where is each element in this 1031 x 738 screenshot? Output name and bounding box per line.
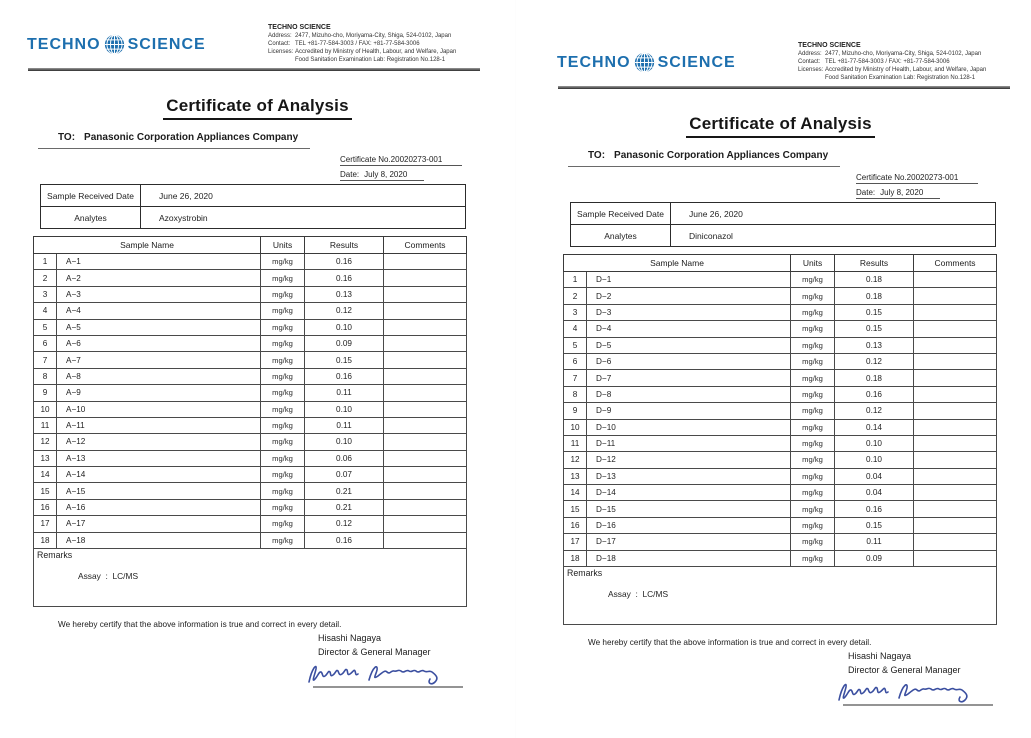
cell-units: mg/kg: [261, 385, 305, 401]
cell-no: 9: [34, 385, 57, 401]
cell-comment: [384, 286, 467, 302]
sample-row: [564, 353, 997, 369]
cell-no: 9: [564, 403, 587, 419]
cell-name: A−13: [57, 450, 261, 466]
cell-comment: [914, 304, 997, 320]
sample-row: [34, 270, 467, 286]
remarks-section: [564, 567, 997, 625]
certificate-number: Certificate No.20020273-001: [340, 155, 462, 166]
cell-name: D−15: [587, 501, 791, 517]
cell-name: D−14: [587, 485, 791, 501]
header-results: Results: [305, 237, 384, 254]
cell-comment: [384, 467, 467, 483]
sample-received-value: June 26, 2020: [671, 203, 996, 225]
signature-handwriting: [829, 674, 1001, 714]
cell-result: 0.18: [835, 370, 914, 386]
cell-result: 0.10: [305, 434, 384, 450]
sample-row: [34, 417, 467, 433]
cell-name: A−9: [57, 385, 261, 401]
cell-name: A−3: [57, 286, 261, 302]
cell-result: 0.12: [305, 303, 384, 319]
header-units: Units: [791, 255, 835, 272]
cell-units: mg/kg: [791, 550, 835, 566]
cell-comment: [384, 254, 467, 270]
cell-name: D−2: [587, 288, 791, 304]
page-title: Certificate of Analysis: [686, 114, 875, 138]
cell-result: 0.09: [305, 335, 384, 351]
cell-units: mg/kg: [791, 435, 835, 451]
cell-name: A−2: [57, 270, 261, 286]
sample-row: [564, 534, 997, 550]
header-sample-name: Sample Name: [34, 237, 261, 254]
cell-units: mg/kg: [791, 517, 835, 533]
cell-comment: [914, 468, 997, 484]
assay-line: Assay : LC/MS: [78, 571, 139, 582]
cell-name: A−1: [57, 254, 261, 270]
sample-row: [564, 452, 997, 468]
cell-comment: [384, 270, 467, 286]
cell-units: mg/kg: [261, 254, 305, 270]
cell-units: mg/kg: [261, 499, 305, 515]
sample-row: [34, 335, 467, 351]
header-sample-name: Sample Name: [564, 255, 791, 272]
recipient-line: TO: Panasonic Corporation Appliances Company: [568, 150, 840, 167]
cell-comment: [384, 532, 467, 548]
cell-comment: [914, 386, 997, 402]
cell-result: 0.11: [305, 417, 384, 433]
results-table: [33, 236, 467, 607]
signature-handwriting: [299, 656, 471, 696]
cell-name: A−12: [57, 434, 261, 450]
cell-result: 0.21: [305, 499, 384, 515]
cell-comment: [914, 321, 997, 337]
cell-no: 1: [34, 254, 57, 270]
letterhead-licenses: Licenses: Accredited by Ministry of Health, Labour, and Welfare, Japan: [798, 67, 987, 74]
cell-units: mg/kg: [791, 288, 835, 304]
cell-result: 0.13: [305, 286, 384, 302]
cell-no: 8: [34, 368, 57, 384]
cell-no: 18: [34, 532, 57, 548]
sample-row: [564, 435, 997, 451]
cell-result: 0.12: [835, 403, 914, 419]
cell-result: 0.16: [305, 532, 384, 548]
cell-units: mg/kg: [261, 532, 305, 548]
sample-received-row: [41, 185, 466, 207]
certificate-date: Date: July 8, 2020: [856, 188, 940, 199]
sample-row: [564, 419, 997, 435]
cell-no: 13: [564, 468, 587, 484]
cell-result: 0.15: [835, 517, 914, 533]
cell-no: 11: [564, 435, 587, 451]
cell-units: mg/kg: [261, 417, 305, 433]
sample-received-row: [571, 203, 996, 225]
cell-no: 6: [34, 335, 57, 351]
cell-no: 17: [564, 534, 587, 550]
cell-units: mg/kg: [791, 468, 835, 484]
letterhead-licenses: Licenses: Accredited by Ministry of Health, Labour, and Welfare, Japan: [268, 49, 457, 56]
cell-result: 0.07: [305, 467, 384, 483]
cell-comment: [914, 550, 997, 566]
analytes-value: Diniconazol: [671, 225, 996, 247]
cell-result: 0.12: [835, 353, 914, 369]
cell-units: mg/kg: [261, 368, 305, 384]
sample-row: [34, 467, 467, 483]
cell-no: 11: [34, 417, 57, 433]
sample-row: [34, 434, 467, 450]
sample-row: [34, 319, 467, 335]
header-units: Units: [261, 237, 305, 254]
analytes-row: [41, 207, 466, 229]
cell-no: 8: [564, 386, 587, 402]
cell-no: 16: [34, 499, 57, 515]
cell-name: D−5: [587, 337, 791, 353]
signer-name: Hisashi Nagaya: [318, 633, 382, 643]
sample-row: [564, 386, 997, 402]
cell-units: mg/kg: [791, 501, 835, 517]
cell-name: A−7: [57, 352, 261, 368]
cell-comment: [384, 450, 467, 466]
cell-name: D−18: [587, 550, 791, 566]
cell-name: A−6: [57, 335, 261, 351]
cell-comment: [384, 401, 467, 417]
signer-name: Hisashi Nagaya: [848, 651, 912, 661]
cell-name: D−13: [587, 468, 791, 484]
cell-name: A−18: [57, 532, 261, 548]
remarks-label: Remarks: [37, 550, 73, 561]
cell-units: mg/kg: [791, 353, 835, 369]
analytes-row: [571, 225, 996, 247]
sample-row: [564, 517, 997, 533]
globe-icon: [634, 52, 655, 73]
header-comments: Comments: [914, 255, 997, 272]
results-header-row: [34, 237, 467, 254]
cell-units: mg/kg: [791, 304, 835, 320]
cell-comment: [914, 517, 997, 533]
cell-name: D−11: [587, 435, 791, 451]
sample-received-label: Sample Received Date: [571, 203, 671, 225]
sample-row: [34, 516, 467, 532]
cell-no: 17: [34, 516, 57, 532]
cell-units: mg/kg: [261, 516, 305, 532]
cell-result: 0.10: [305, 401, 384, 417]
cell-units: mg/kg: [261, 303, 305, 319]
cell-units: mg/kg: [791, 272, 835, 288]
letterhead-company-name: TECHNO SCIENCE: [798, 42, 861, 49]
cell-units: mg/kg: [261, 319, 305, 335]
sample-row: [34, 254, 467, 270]
sample-row: [564, 468, 997, 484]
cell-comment: [384, 368, 467, 384]
techno-science-logo: [557, 52, 736, 73]
sample-row: [564, 321, 997, 337]
sample-row: [34, 532, 467, 548]
letterhead-address: Address: 2477, Mizuho-cho, Moriyama-City, Shiga, 524-0102, Japan: [798, 51, 982, 57]
sample-row: [34, 499, 467, 515]
letterhead-contact: Contact: TEL +81-77-584-3003 / FAX: +81-77-584-3006: [798, 59, 950, 66]
sample-row: [564, 370, 997, 386]
sample-row: [564, 501, 997, 517]
cell-result: 0.06: [305, 450, 384, 466]
cell-name: D−8: [587, 386, 791, 402]
cell-name: A−14: [57, 467, 261, 483]
globe-icon: [104, 34, 125, 55]
cell-no: 14: [34, 467, 57, 483]
cell-no: 6: [564, 353, 587, 369]
cell-result: 0.04: [835, 468, 914, 484]
cell-units: mg/kg: [261, 286, 305, 302]
cell-name: A−15: [57, 483, 261, 499]
cell-result: 0.10: [305, 319, 384, 335]
sample-received-value: June 26, 2020: [141, 185, 466, 207]
cell-name: D−12: [587, 452, 791, 468]
remarks-label: Remarks: [567, 568, 603, 579]
cell-comment: [384, 499, 467, 515]
techno-science-logo: [27, 34, 206, 55]
cell-result: 0.12: [305, 516, 384, 532]
cell-result: 0.18: [835, 272, 914, 288]
cell-result: 0.16: [305, 368, 384, 384]
cell-result: 0.10: [835, 435, 914, 451]
cell-comment: [914, 353, 997, 369]
sample-row: [34, 483, 467, 499]
cell-comment: [384, 434, 467, 450]
analytes-label: Analytes: [41, 207, 141, 229]
cell-comment: [914, 337, 997, 353]
cell-units: mg/kg: [261, 401, 305, 417]
cell-name: A−10: [57, 401, 261, 417]
cell-result: 0.16: [305, 254, 384, 270]
cell-comment: [384, 483, 467, 499]
cell-comment: [384, 417, 467, 433]
cell-units: mg/kg: [261, 467, 305, 483]
certification-statement: We hereby certify that the above information is true and correct in every detail.: [58, 620, 342, 629]
sample-info-table: [40, 184, 466, 229]
cell-no: 7: [564, 370, 587, 386]
letterhead: [798, 42, 1016, 82]
cell-result: 0.15: [305, 352, 384, 368]
sample-info-table: [570, 202, 996, 247]
cell-no: 16: [564, 517, 587, 533]
cell-result: 0.09: [835, 550, 914, 566]
sample-row: [564, 550, 997, 566]
sample-row: [564, 337, 997, 353]
certification-statement: We hereby certify that the above information is true and correct in every detail.: [588, 638, 872, 647]
cell-name: D−9: [587, 403, 791, 419]
letterhead-licenses-2: Food Sanitation Examination Lab: Registration No.128-1: [295, 57, 446, 64]
cell-no: 10: [564, 419, 587, 435]
sample-row: [34, 286, 467, 302]
cell-result: 0.04: [835, 485, 914, 501]
cell-comment: [384, 385, 467, 401]
sample-row: [564, 485, 997, 501]
cell-no: 5: [34, 319, 57, 335]
cell-no: 12: [564, 452, 587, 468]
cell-comment: [914, 403, 997, 419]
cell-name: A−11: [57, 417, 261, 433]
cell-result: 0.13: [835, 337, 914, 353]
recipient-name: Panasonic Corporation Appliances Company: [614, 150, 829, 161]
cell-result: 0.16: [835, 386, 914, 402]
cell-name: A−4: [57, 303, 261, 319]
cell-name: D−10: [587, 419, 791, 435]
letterhead-company-name: TECHNO SCIENCE: [268, 24, 331, 31]
sample-row: [564, 288, 997, 304]
cell-result: 0.11: [305, 385, 384, 401]
remarks-section: [34, 549, 467, 607]
cell-units: mg/kg: [791, 386, 835, 402]
header-divider: [558, 86, 1010, 89]
cell-comment: [914, 534, 997, 550]
cell-name: D−6: [587, 353, 791, 369]
results-table: [563, 254, 997, 625]
sample-row: [34, 450, 467, 466]
certificate-page-1: [0, 0, 515, 738]
cell-no: 5: [564, 337, 587, 353]
header-results: Results: [835, 255, 914, 272]
cell-name: D−7: [587, 370, 791, 386]
cell-no: 10: [34, 401, 57, 417]
cell-units: mg/kg: [791, 452, 835, 468]
logo-word-techno: TECHNO: [557, 53, 631, 71]
signer-title: Director & General Manager: [848, 664, 961, 675]
cell-no: 15: [34, 483, 57, 499]
cell-no: 2: [564, 288, 587, 304]
cell-name: D−17: [587, 534, 791, 550]
cell-result: 0.15: [835, 304, 914, 320]
sample-row: [564, 403, 997, 419]
letterhead: [268, 24, 486, 64]
recipient-line: TO: Panasonic Corporation Appliances Company: [38, 132, 310, 149]
cell-comment: [914, 435, 997, 451]
logo-word-science: SCIENCE: [657, 53, 736, 71]
cell-result: 0.11: [835, 534, 914, 550]
cell-no: 12: [34, 434, 57, 450]
sample-row: [564, 304, 997, 320]
cell-comment: [914, 501, 997, 517]
cell-no: 4: [34, 303, 57, 319]
letterhead-address: Address: 2477, Mizuho-cho, Moriyama-City, Shiga, 524-0102, Japan: [268, 33, 452, 39]
cell-units: mg/kg: [791, 403, 835, 419]
sample-row: [34, 368, 467, 384]
cell-name: D−4: [587, 321, 791, 337]
cell-units: mg/kg: [791, 321, 835, 337]
cell-units: mg/kg: [791, 337, 835, 353]
cell-comment: [914, 370, 997, 386]
cell-units: mg/kg: [261, 335, 305, 351]
cell-result: 0.16: [835, 501, 914, 517]
cell-comment: [384, 335, 467, 351]
cell-comment: [384, 516, 467, 532]
sample-row: [34, 401, 467, 417]
cell-comment: [914, 288, 997, 304]
letterhead-licenses-2: Food Sanitation Examination Lab: Registration No.128-1: [825, 75, 976, 82]
cell-units: mg/kg: [791, 370, 835, 386]
sample-row: [34, 385, 467, 401]
cell-comment: [384, 352, 467, 368]
cell-no: 3: [564, 304, 587, 320]
analytes-value: Azoxystrobin: [141, 207, 466, 229]
cell-units: mg/kg: [791, 485, 835, 501]
cell-name: D−3: [587, 304, 791, 320]
cell-units: mg/kg: [261, 352, 305, 368]
cell-units: mg/kg: [261, 450, 305, 466]
cell-no: 13: [34, 450, 57, 466]
cell-no: 2: [34, 270, 57, 286]
header-comments: Comments: [384, 237, 467, 254]
sample-received-label: Sample Received Date: [41, 185, 141, 207]
results-header-row: [564, 255, 997, 272]
cell-name: D−1: [587, 272, 791, 288]
cell-comment: [914, 452, 997, 468]
cell-no: 1: [564, 272, 587, 288]
certificate-date: Date: July 8, 2020: [340, 170, 424, 181]
page-title: Certificate of Analysis: [163, 96, 352, 120]
letterhead-contact: Contact: TEL +81-77-584-3003 / FAX: +81-77-584-3006: [268, 41, 420, 48]
cell-units: mg/kg: [261, 483, 305, 499]
cell-units: mg/kg: [261, 270, 305, 286]
cell-no: 15: [564, 501, 587, 517]
cell-result: 0.14: [835, 419, 914, 435]
sample-row: [564, 272, 997, 288]
cell-units: mg/kg: [791, 534, 835, 550]
cell-name: A−5: [57, 319, 261, 335]
cell-units: mg/kg: [791, 419, 835, 435]
cell-no: 4: [564, 321, 587, 337]
cell-no: 3: [34, 286, 57, 302]
cell-no: 7: [34, 352, 57, 368]
cell-result: 0.10: [835, 452, 914, 468]
cell-comment: [914, 272, 997, 288]
cell-result: 0.18: [835, 288, 914, 304]
cell-name: D−16: [587, 517, 791, 533]
analytes-label: Analytes: [571, 225, 671, 247]
cell-comment: [914, 485, 997, 501]
cell-comment: [384, 303, 467, 319]
cell-name: A−8: [57, 368, 261, 384]
cell-result: 0.15: [835, 321, 914, 337]
certificate-page-2: [516, 0, 1031, 738]
logo-word-techno: TECHNO: [27, 35, 101, 53]
signer-title: Director & General Manager: [318, 646, 431, 657]
sample-row: [34, 303, 467, 319]
cell-result: 0.21: [305, 483, 384, 499]
logo-word-science: SCIENCE: [127, 35, 206, 53]
cell-no: 14: [564, 485, 587, 501]
cell-comment: [914, 419, 997, 435]
assay-line: Assay : LC/MS: [608, 589, 669, 600]
header-divider: [28, 68, 480, 71]
cell-name: A−16: [57, 499, 261, 515]
cell-no: 18: [564, 550, 587, 566]
cell-comment: [384, 319, 467, 335]
sample-row: [34, 352, 467, 368]
cell-name: A−17: [57, 516, 261, 532]
cell-result: 0.16: [305, 270, 384, 286]
certificate-number: Certificate No.20020273-001: [856, 173, 978, 184]
cell-units: mg/kg: [261, 434, 305, 450]
recipient-name: Panasonic Corporation Appliances Company: [84, 132, 299, 143]
